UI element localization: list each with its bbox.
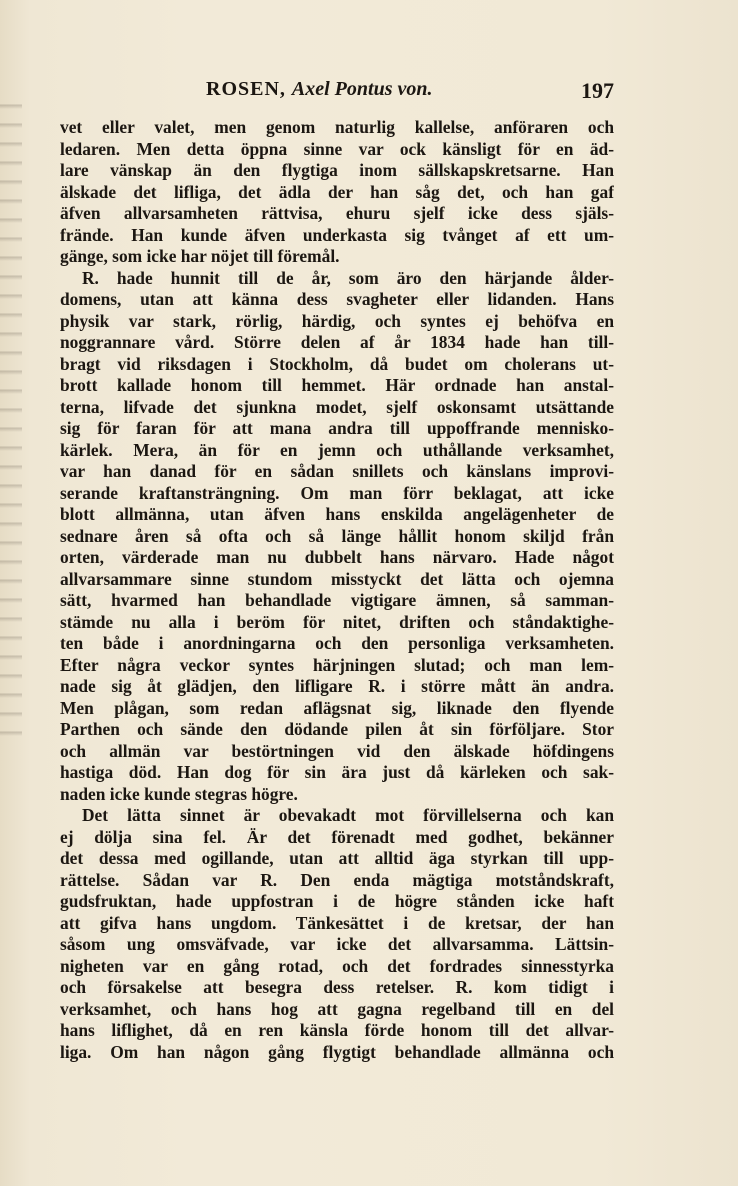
text-line: lare vänskap än den flygtiga inom sällskapskretsarne. Han <box>60 160 614 180</box>
text-line: bragt vid riksdagen i Stockholm, då budet om cholerans ut- <box>60 353 614 374</box>
text-line: nade sig åt glädjen, den lifligare R. i större mått än andra. <box>60 676 614 696</box>
text-line: hans liflighet, då en ren känsla förde honom till det allvar- <box>60 1020 614 1040</box>
text-line: naden icke kunde stegras högre. <box>60 783 298 804</box>
text-line: domens, utan att känna dess svagheter eller lidanden. Hans <box>60 289 614 309</box>
text-line: allvarsammare sinne stundom misstyckt det lätta och ojemna <box>60 568 614 589</box>
text-line: älskade det lifliga, det ädla der han såg det, och han gaf <box>60 181 614 202</box>
text-line: ej dölja sina fel. Är det förenadt med godhet, bekänner <box>60 826 614 847</box>
running-head-subject: Axel Pontus von. <box>291 78 433 100</box>
text-line: ten både i anordningarna och den personliga verksamheten. <box>60 633 614 653</box>
text-line: gänge, som icke har nöjet till föremål. <box>60 246 340 266</box>
text-line: serande kraftansträngning. Om man förr beklagat, att icke <box>60 482 614 503</box>
text-line: hastiga död. Han dog för sin ära just då kärleken och sak- <box>60 762 614 782</box>
text-line: frände. Han kunde äfven underkasta sig tvånget af ett um- <box>60 224 614 245</box>
text-line: kärlek. Mera, än för en jemn och uthållande verksamhet, <box>60 439 614 460</box>
text-line: och försakelse att besegra dess retelser. R. kom tidigt i <box>60 977 614 997</box>
text-line: vet eller valet, men genom naturlig kallelse, anföraren och <box>60 117 614 137</box>
text-line: R. hade hunnit till de år, som äro den härjande ålder- <box>82 267 614 288</box>
text-line: var han danad för en sådan snillets och känslans improvi- <box>60 461 614 481</box>
text-line: stämde nu alla i beröm för nitet, driften och ståndaktighe- <box>60 611 614 632</box>
text-line: det dessa med ogillande, utan att alltid äga styrkan till upp- <box>60 848 614 868</box>
text-line: rättelse. Sådan var R. Den enda mägtiga motståndskraft, <box>60 869 614 890</box>
text-line: Parthen och sände den dödande pilen åt sin förföljare. Stor <box>60 719 614 739</box>
page-number: 197 <box>581 78 614 103</box>
running-head <box>0 78 738 108</box>
running-head-title <box>206 78 586 101</box>
text-line: såsom ung omsväfvade, var icke det allvarsamma. Lättsin- <box>60 934 614 954</box>
running-head-author: ROSEN, <box>206 78 286 100</box>
text-line: sednare åren så ofta och så länge hållit honom skiljd från <box>60 525 614 546</box>
text-line: Efter några veckor syntes härjningen slutad; och man lem- <box>60 654 614 675</box>
text-line: blott allmänna, utan äfven hans enskilda angelägenheter de <box>60 504 614 524</box>
text-line: sig för faran för att mana andra till uppoffrande mennisko- <box>60 418 614 438</box>
text-line: orten, värderade man nu dubbelt hans närvaro. Hade något <box>60 547 614 567</box>
text-line: att gifva hans ungdom. Tänkesättet i de kretsar, der han <box>60 912 614 933</box>
text-line: terna, lifvade det sjunkna modet, sjelf oskonsamt utsättande <box>60 396 614 417</box>
text-line: brott kallade honom till hemmet. Här ordnade han anstal- <box>60 375 614 395</box>
body-text <box>60 117 614 1063</box>
text-line: Det lätta sinnet är obevakadt mot förvillelserna och kan <box>82 805 614 825</box>
text-line: noggrannare vård. Större delen af år 1834 hade han till- <box>60 332 614 352</box>
text-line: ledaren. Men detta öppna sinne var ock känsligt för en äd- <box>60 138 614 159</box>
text-line: äfven allvarsamheten rättvisa, ehuru sjelf icke dess själs- <box>60 203 614 223</box>
text-line: verksamhet, och hans hog att gagna regelband till en del <box>60 998 614 1019</box>
text-line: och allmän var bestörtningen vid den älskade höfdingens <box>60 740 614 761</box>
text-line: liga. Om han någon gång flygtigt behandlade allmänna och <box>60 1041 614 1062</box>
text-line: Men plågan, som redan aflägsnat sig, liknade den flyende <box>60 697 614 718</box>
text-line: nigheten var en gång rotad, och det fordrades sinnesstyrka <box>60 955 614 976</box>
show-through-margin <box>0 90 22 750</box>
text-line: sätt, hvarmed han behandlade vigtigare ämnen, så samman- <box>60 590 614 610</box>
text-line: gudsfruktan, hade uppfostran i de högre stånden icke haft <box>60 891 614 911</box>
text-line: physik var stark, rörlig, härdig, och syntes ej behöfva en <box>60 310 614 331</box>
